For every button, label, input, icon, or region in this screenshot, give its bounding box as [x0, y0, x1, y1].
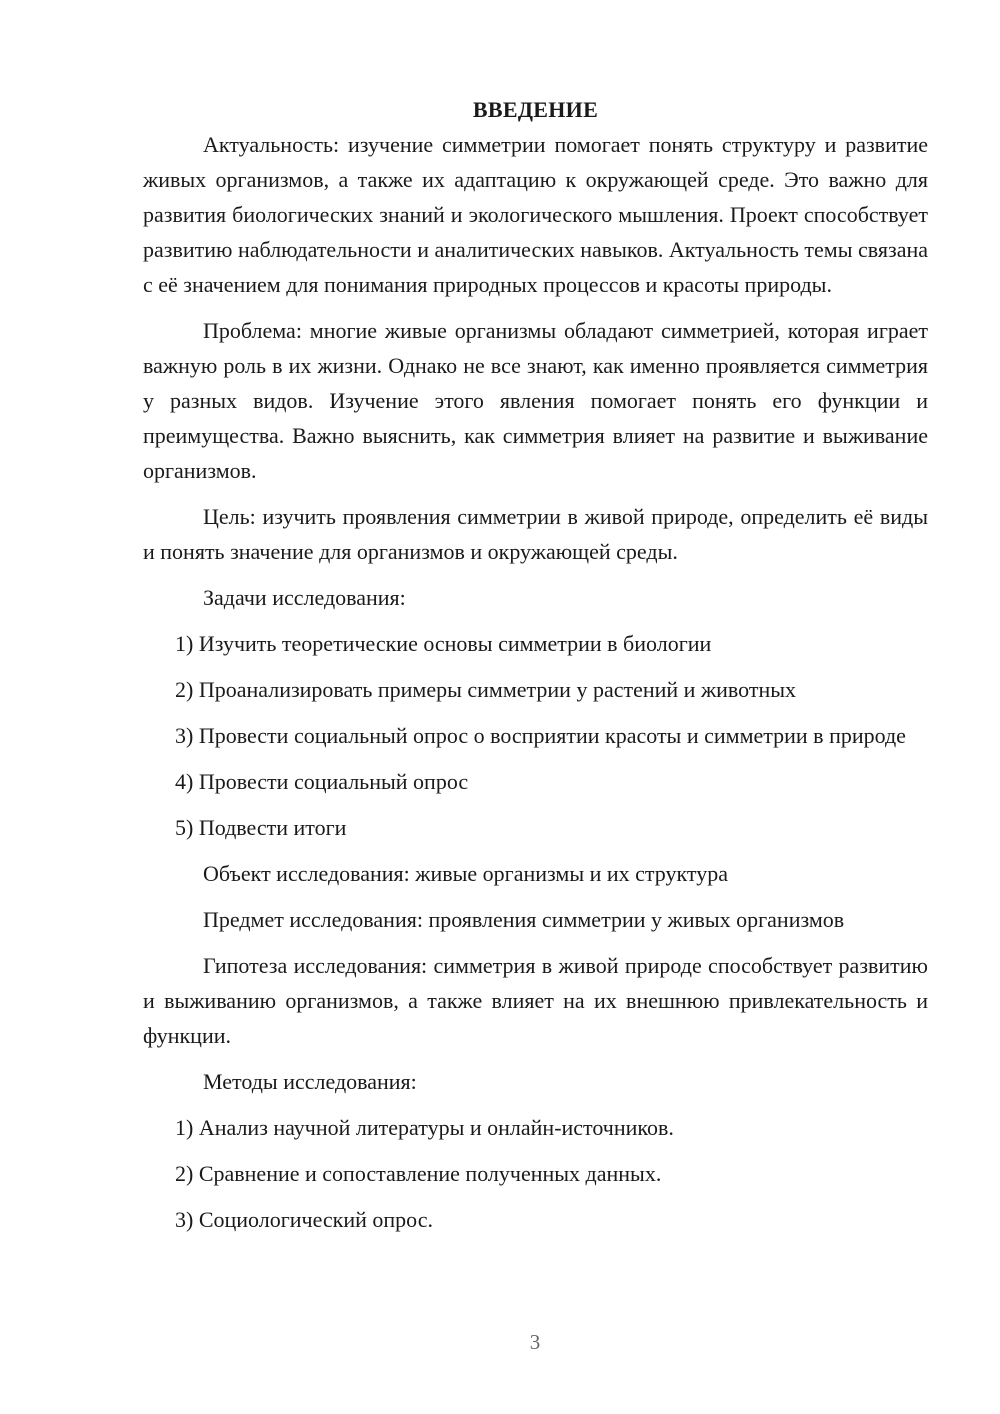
document-page	[143, 92, 928, 1248]
page-number: 3	[529, 1330, 541, 1354]
task-item: 3) Провести социальный опрос о восприятии красоты и симметрии в природе	[175, 723, 906, 748]
task-item: 5) Подвести итоги	[175, 815, 347, 840]
goal-paragraph: Цель: изучить проявления симметрии в живой природе, определить её виды и понять значение для организмов и окружающей среды.	[143, 504, 928, 564]
relevance-paragraph: Актуальность: изучение симметрии помогает понять структуру и развитие живых организмов, а также их адаптацию к окружающей среде. Это важно для развития биологических знаний и экологического мышления. Проект способствует развитию наблюдательности и аналитических навыков. Актуальность темы связана с её значением для понимания природных процессов и красоты природы.	[143, 132, 928, 297]
task-item: 1) Изучить теоретические основы симметрии в биологии	[175, 631, 712, 656]
hypothesis-paragraph: Гипотеза исследования: симметрия в живой природе способствует развитию и выживанию организмов, а также влияет на их внешнюю привлекательность и функции.	[143, 953, 928, 1048]
object-paragraph: Объект исследования: живые организмы и их структура	[203, 861, 728, 886]
method-item: 1) Анализ научной литературы и онлайн-источников.	[175, 1115, 674, 1140]
problem-paragraph: Проблема: многие живые организмы обладают симметрией, которая играет важную роль в их жизни. Однако не все знают, как именно проявляется симметрия у разных видов. Изучение этого явления помогает понять его функции и преимущества. Важно выяснить, как симметрия влияет на развитие и выживание организмов.	[143, 318, 928, 483]
method-item: 3) Социологический опрос.	[175, 1207, 433, 1232]
task-item: 2) Проанализировать примеры симметрии у растений и животных	[175, 677, 797, 702]
tasks-heading: Задачи исследования:	[203, 585, 406, 610]
subject-paragraph: Предмет исследования: проявления симметрии у живых организмов	[203, 907, 845, 932]
document-title: ВВЕДЕНИЕ	[472, 97, 599, 122]
methods-heading: Методы исследования:	[203, 1069, 417, 1094]
task-item: 4) Провести социальный опрос	[175, 769, 469, 794]
method-item: 2) Сравнение и сопоставление полученных данных.	[175, 1161, 662, 1186]
